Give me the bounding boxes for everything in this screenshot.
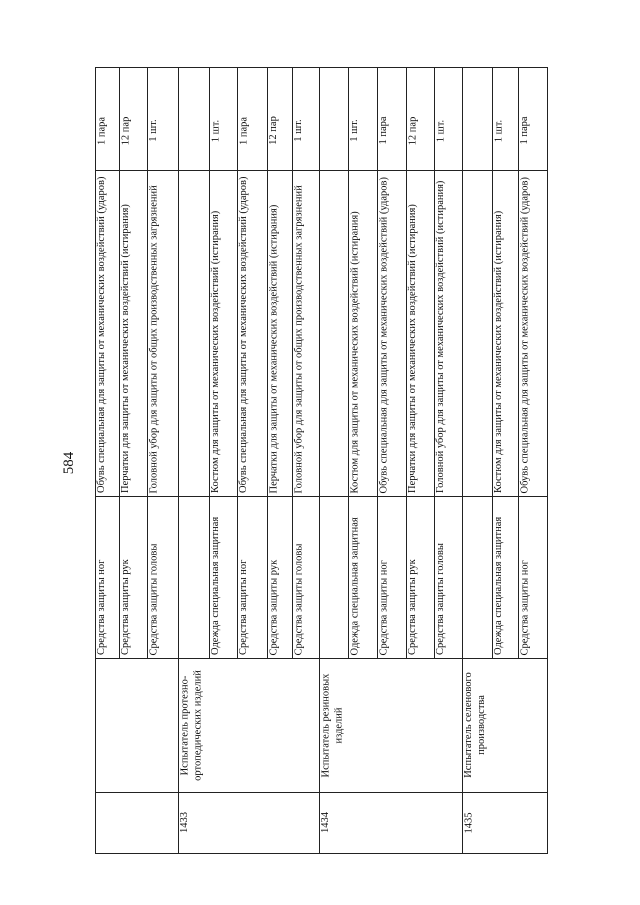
ppe-quantity: 1 шт. [210, 119, 221, 142]
ppe-category: Средства защиты головы [435, 543, 446, 655]
ppe-category: Одежда специальная защитная [493, 516, 504, 655]
entry-number: 1433 [179, 812, 190, 833]
ppe-quantity: 12 пар [407, 116, 418, 145]
ppe-quantity: 1 шт. [349, 119, 360, 142]
row-separator [492, 67, 493, 658]
entry-number: 1434 [320, 812, 331, 833]
column-separator [95, 658, 547, 659]
row-separator [237, 67, 238, 658]
ppe-quantity: 1 шт. [148, 119, 159, 142]
ppe-quantity: 1 пара [378, 116, 389, 145]
ppe-category: Средства защиты рук [268, 559, 279, 655]
profession-name: Испытатель протезно-ортопедических изделий [179, 669, 203, 781]
ppe-quantity: 1 шт. [493, 119, 504, 142]
ppe-item: Обувь специальная для защиты от механических воздействий (ударов) [96, 176, 107, 493]
ppe-quantity: 1 шт. [435, 119, 446, 142]
entry-number: 1435 [463, 812, 474, 833]
column-separator [95, 170, 547, 171]
ppe-item: Обувь специальная для защиты от механических воздействий (ударов) [519, 176, 530, 493]
row-separator [147, 67, 148, 658]
ppe-item: Головной убор для защиты от общих производственных загрязнений [293, 184, 304, 493]
ppe-item: Обувь специальная для защиты от механических воздействий (ударов) [238, 176, 249, 493]
ppe-item: Головной убор для защиты от общих производственных загрязнений [148, 184, 159, 493]
row-separator [292, 67, 293, 658]
column-separator [95, 792, 547, 793]
ppe-item: Костюм для защиты от механических воздействий (истирания) [349, 210, 360, 493]
ppe-quantity: 1 пара [238, 116, 249, 145]
ppe-item: Костюм для защиты от механических воздействий (истирания) [493, 210, 504, 493]
ppe-item: Обувь специальная для защиты от механических воздействий (ударов) [378, 176, 389, 493]
row-separator [434, 67, 435, 658]
ppe-quantity: 12 пар [268, 116, 279, 145]
column-separator [95, 496, 547, 497]
ppe-quantity: 1 пара [519, 116, 530, 145]
ppe-category: Средства защиты головы [293, 543, 304, 655]
ppe-category: Одежда специальная защитная [210, 516, 221, 655]
ppe-category: Средства защиты ног [519, 559, 530, 655]
ppe-category: Средства защиты рук [120, 559, 131, 655]
ppe-item: Перчатки для защиты от механических воздействий (истирания) [268, 204, 279, 493]
ppe-item: Головной убор для защиты от механических воздействий (истирания) [435, 180, 446, 493]
row-separator [406, 67, 407, 658]
ppe-category: Средства защиты ног [378, 559, 389, 655]
row-separator [518, 67, 519, 658]
profession-name: Испытатель резиновых изделий [320, 673, 344, 777]
row-separator [348, 67, 349, 658]
ppe-quantity: 12 пар [120, 116, 131, 145]
row-separator [377, 67, 378, 658]
page-number: 584 [61, 451, 77, 475]
row-separator [119, 67, 120, 658]
row-separator [267, 67, 268, 658]
ppe-item: Перчатки для защиты от механических воздействий (истирания) [407, 204, 418, 493]
ppe-category: Средства защиты головы [148, 543, 159, 655]
ppe-category: Средства защиты ног [96, 559, 107, 655]
ppe-quantity: 1 пара [96, 116, 107, 145]
ppe-item: Перчатки для защиты от механических воздействий (истирания) [120, 204, 131, 493]
ppe-category: Средства защиты рук [407, 559, 418, 655]
ppe-category: Одежда специальная защитная [349, 516, 360, 655]
ppe-category: Средства защиты ног [238, 559, 249, 655]
ppe-quantity: 1 шт. [293, 119, 304, 142]
table-border [95, 67, 547, 68]
row-separator [209, 67, 210, 658]
profession-name: Испытатель селенового производства [463, 672, 487, 778]
ppe-item: Костюм для защиты от механических воздействий (истирания) [210, 210, 221, 493]
